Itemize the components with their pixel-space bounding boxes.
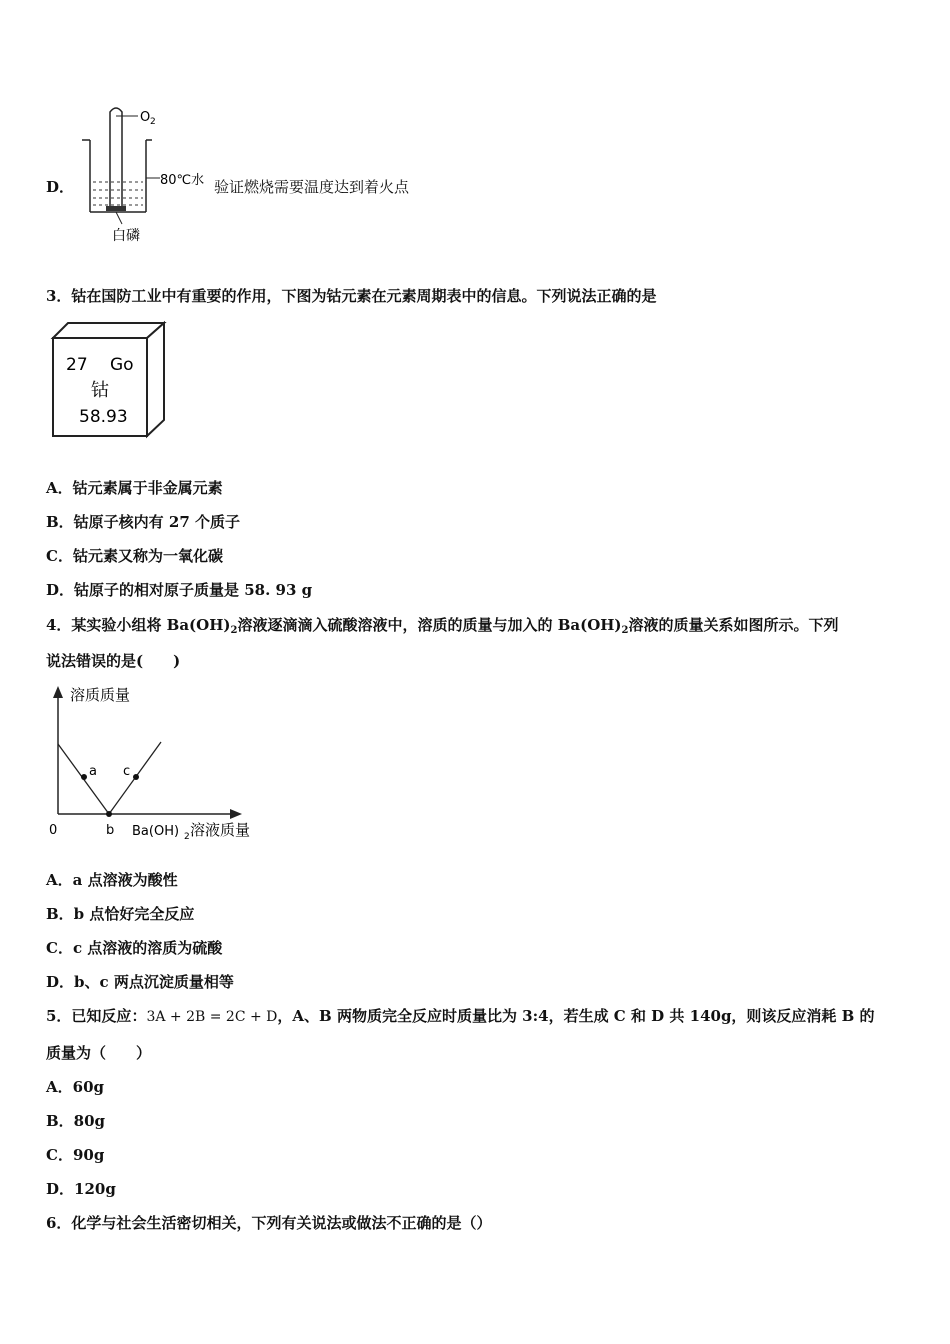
q4-stem-c: 溶液的质量关系如图所示。下列 xyxy=(628,616,839,634)
q5-stem-b: ，A、B 两物质完全反应时质量比为 3:4，若生成 C 和 D 共 140g，则该反应消耗 B 的 xyxy=(277,1007,875,1025)
q4-sub-2: 2 xyxy=(621,625,629,636)
q4-stem-line2: 说法错误的是( ) xyxy=(46,652,181,670)
x-axis-label-tail: 溶液质量 xyxy=(190,821,251,839)
element-name: 钴 xyxy=(91,380,109,401)
q5-stem xyxy=(46,1006,875,1027)
water-label: 80℃水 xyxy=(160,173,205,188)
q5-equation: 3A + 2B = 2C + D xyxy=(146,1009,278,1025)
q3-option-a: A．钴元素属于非金属元素 xyxy=(46,479,223,497)
q4-stem-a: 4．某实验小组将 Ba(OH) xyxy=(46,616,231,634)
o2-label: O xyxy=(140,110,151,125)
option-d-letter: D． xyxy=(46,178,75,196)
q4-stem xyxy=(46,615,839,641)
point-c-label: c xyxy=(123,764,131,779)
point-a-label: a xyxy=(89,764,97,779)
y-axis-label: 溶质质量 xyxy=(70,686,131,704)
element-symbol: Go xyxy=(110,355,134,375)
q4-sub-1: 2 xyxy=(230,625,238,636)
q6-stem: 6．化学与社会生活密切相关，下列有关说法或做法不正确的是（） xyxy=(46,1214,492,1232)
q4-option-b: B．b 点恰好完全反应 xyxy=(46,905,195,923)
q5-option-c: C．90g xyxy=(46,1146,105,1164)
q4-option-a: A．a 点溶液为酸性 xyxy=(46,871,178,889)
q5-stem-line2: 质量为（ ） xyxy=(46,1044,152,1062)
origin-label: 0 xyxy=(49,823,58,838)
element-card xyxy=(50,320,170,440)
q5-stem-a: 5．已知反应： xyxy=(46,1007,147,1025)
q4-stem-b: 溶液逐滴滴入硫酸溶液中，溶质的质量与加入的 Ba(OH) xyxy=(237,616,622,634)
q3-option-b: B．钴原子核内有 27 个质子 xyxy=(46,513,240,531)
q5-option-a: A．60g xyxy=(46,1078,105,1096)
q3-stem: 3．钴在国防工业中有重要的作用，下图为钴元素在元素周期表中的信息。下列说法正确的是 xyxy=(46,287,657,305)
element-mass: 58.93 xyxy=(79,407,128,427)
element-number: 27 xyxy=(66,355,88,375)
point-c xyxy=(133,774,139,780)
beaker-diagram xyxy=(76,102,216,248)
point-b-label: b xyxy=(106,823,115,838)
point-b xyxy=(106,811,112,817)
x-axis-label: Ba(OH) xyxy=(132,824,180,839)
q3-option-c: C．钴元素又称为一氧化碳 xyxy=(46,547,223,565)
solute-mass-graph xyxy=(44,682,274,842)
x-axis-label-sub: 2 xyxy=(184,832,190,842)
point-a xyxy=(81,774,87,780)
phosphorus-label: 白磷 xyxy=(112,228,140,244)
q5-option-d: D．120g xyxy=(46,1180,116,1198)
q4-option-c: C．c 点溶液的溶质为硫酸 xyxy=(46,939,223,957)
option-d-text: 验证燃烧需要温度达到着火点 xyxy=(214,178,410,196)
q5-option-b: B．80g xyxy=(46,1112,106,1130)
q4-option-d: D．b、c 两点沉淀质量相等 xyxy=(46,973,234,991)
o2-sub-label: 2 xyxy=(150,117,156,127)
q3-option-d: D．钴原子的相对原子质量是 58. 93 g xyxy=(46,581,313,599)
